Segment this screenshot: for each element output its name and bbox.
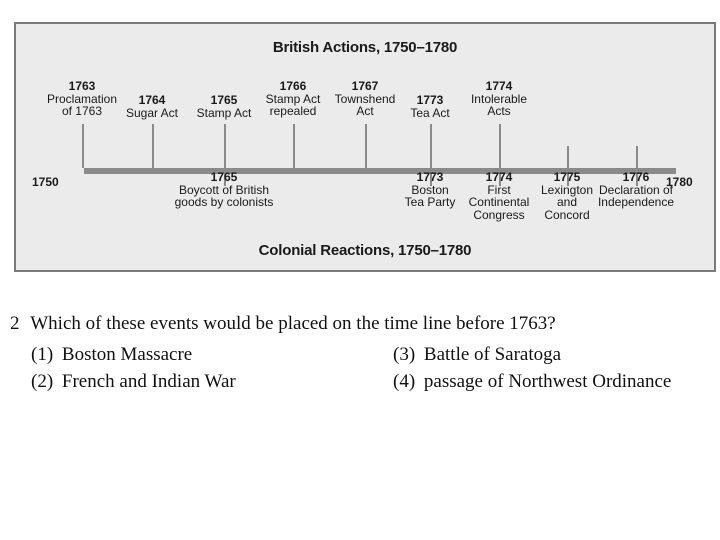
british-action-townshend-act bbox=[335, 80, 396, 118]
british-action-proclamation bbox=[47, 80, 117, 118]
event-year: 1775 bbox=[553, 170, 581, 184]
british-action-stamp-act-repealed bbox=[266, 80, 321, 118]
event-year: 1763 bbox=[68, 79, 96, 93]
timeline-tick bbox=[430, 124, 432, 168]
event-year: 1773 bbox=[416, 170, 444, 184]
event-label: Intolerable Acts bbox=[470, 91, 528, 118]
timeline-end-label: 1780 bbox=[666, 175, 693, 189]
event-year: 1773 bbox=[416, 93, 444, 107]
timeline-figure bbox=[14, 22, 716, 272]
british-action-sugar-act bbox=[126, 94, 178, 119]
answer-choice-4[interactable] bbox=[393, 371, 671, 393]
choice-number: (3) bbox=[393, 344, 416, 365]
timeline-tick bbox=[82, 124, 84, 168]
timeline-start-label: 1750 bbox=[32, 175, 59, 189]
colonial-reaction-lexington-concord bbox=[541, 171, 593, 221]
colonial-reaction-first-continental-congress bbox=[469, 171, 530, 221]
event-label: Boston Tea Party bbox=[404, 182, 456, 209]
timeline-tick bbox=[365, 124, 367, 168]
colonial-reaction-declaration bbox=[598, 171, 674, 209]
colonial-reaction-boycott bbox=[175, 171, 274, 209]
choice-number: (4) bbox=[393, 371, 416, 392]
british-action-tea-act bbox=[410, 94, 449, 119]
event-year: 1767 bbox=[351, 79, 379, 93]
event-label: Lexington and Concord bbox=[540, 182, 594, 222]
event-year: 1765 bbox=[210, 170, 238, 184]
choice-text: passage of Northwest Ordinance bbox=[423, 371, 672, 392]
choice-number: (1) bbox=[31, 344, 54, 365]
event-label: Stamp Act repealed bbox=[265, 91, 321, 118]
british-action-intolerable-acts bbox=[471, 80, 527, 118]
event-label: Declaration of Independence bbox=[597, 182, 675, 209]
british-action-stamp-act bbox=[197, 94, 252, 119]
event-year: 1764 bbox=[138, 93, 166, 107]
event-year: 1765 bbox=[210, 93, 238, 107]
timeline-tick bbox=[152, 124, 154, 168]
event-year: 1774 bbox=[485, 79, 513, 93]
timeline-tick bbox=[224, 124, 226, 168]
timeline-tick bbox=[293, 124, 295, 168]
question-number: 2 bbox=[10, 313, 20, 334]
timeline-tick bbox=[499, 124, 501, 168]
timeline-top-title: British Actions, 1750–1780 bbox=[272, 39, 458, 56]
colonial-reaction-boston-tea-party bbox=[405, 171, 456, 209]
timeline-bottom-title: Colonial Reactions, 1750–1780 bbox=[258, 242, 472, 259]
event-label: Sugar Act bbox=[125, 105, 179, 120]
question-stem bbox=[10, 313, 556, 335]
event-label: First Continental Congress bbox=[468, 182, 530, 222]
event-year: 1774 bbox=[485, 170, 513, 184]
event-label: Townshend Act bbox=[334, 91, 396, 118]
event-year: 1766 bbox=[279, 79, 307, 93]
answer-choice-1[interactable] bbox=[31, 344, 192, 366]
event-label: Tea Act bbox=[410, 105, 450, 120]
choice-number: (2) bbox=[31, 371, 54, 392]
event-label: Stamp Act bbox=[196, 105, 252, 120]
event-year: 1776 bbox=[622, 170, 650, 184]
question-text: Which of these events would be placed on the time line before 1763? bbox=[30, 313, 556, 334]
answer-choice-3[interactable] bbox=[393, 344, 561, 366]
event-label: Boycott of British goods by colonists bbox=[174, 182, 274, 209]
choice-text: Boston Massacre bbox=[61, 344, 193, 365]
event-label: Proclamation of 1763 bbox=[46, 91, 118, 118]
answer-choice-2[interactable] bbox=[31, 371, 236, 393]
choice-text: Battle of Saratoga bbox=[423, 344, 562, 365]
choice-text: French and Indian War bbox=[61, 371, 236, 392]
